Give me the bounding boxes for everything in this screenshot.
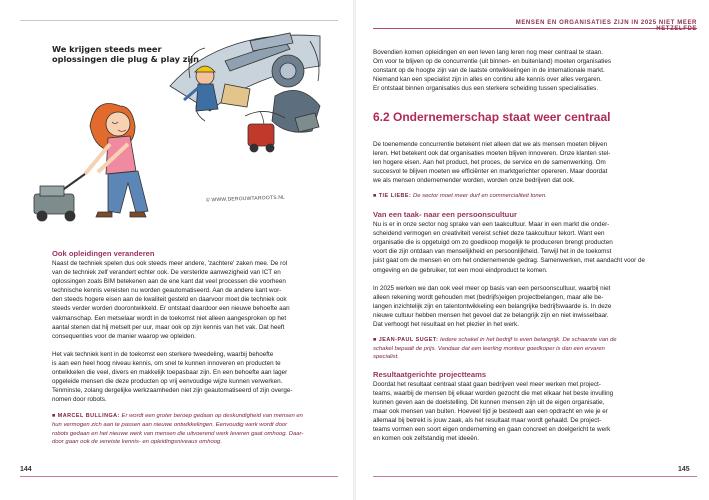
caption-line-2: oplossingen die plug & play zijn <box>52 54 199 64</box>
page-number-left: 144 <box>20 466 32 473</box>
illustration-caption <box>52 44 199 64</box>
quote-text: De sector moet meer durf en commercialiteit tonen. <box>412 193 547 200</box>
push-machine <box>34 174 85 221</box>
text-line: In 2025 werken we dan ook veel meer op basis van een persoonscultuur, waarbij niet <box>373 284 611 292</box>
running-header: MENSEN EN ORGANISATIES ZIJN IN 2025 NIET MEER HETZELFDE <box>515 20 697 32</box>
text-line: en komen ook zelfstandig met ideeën. <box>373 435 480 443</box>
text-line: Om voor te blijven op de concurrentie (uit binnen- en buitenland) moeten organisaties <box>373 58 612 66</box>
text-line: vakmanschap. Een metselaar wordt in de toekomst niet alleen aangesproken op het <box>52 314 287 322</box>
left-paragraph-1 <box>52 259 342 341</box>
text-line: oplossingen zoals BIM betekenen aan de ene kant dat veel processen die voorheen <box>52 278 286 286</box>
text-line: Dat verhoogt het resultaat en het plezier in het werk. <box>373 321 519 328</box>
right-quote-2 <box>373 336 699 362</box>
quote-marker: ■ <box>373 193 379 200</box>
right-text-column <box>373 140 699 444</box>
text-line: Tenminste, zolang dergelijke werkzaamheden niet zijn geautomatiseerd of zijn overge- <box>52 387 293 395</box>
caption-line-1: We krijgen steeds meer <box>52 44 162 54</box>
quote-text: Iedere schakel in het bedrijf is even belangrijk. De schaarste van de <box>440 337 617 344</box>
right-paragraph-2 <box>373 220 699 275</box>
text-line: Er ontstaat binnen organisaties dus een sterkere scheiding tussen specialisaties. <box>373 85 599 93</box>
text-line: consequenties voor de manier waarop we opleiden. <box>52 332 196 340</box>
right-subheading-2: Resultaatgerichte projectteams <box>373 369 487 379</box>
bottom-rule-left <box>20 476 338 477</box>
text-line: teams vormen een soort eigen onderneming en gaan concreet en doelgericht te werk <box>373 426 611 434</box>
left-subheading-1: Ook opleidingen veranderen <box>52 249 155 258</box>
text-line: teams, waarbij de mensen bij elkaar worden gezocht die met elkaar het beste invulling <box>373 389 614 397</box>
text-line: Het vak techniek kent in de toekomst een sterkere tweedeling, waarbij behoefte <box>52 350 274 358</box>
text-line: len hogere eisen. Aan het product, het proces, de service en de samenwerking. Om <box>373 159 606 167</box>
bottom-rule-right <box>373 476 697 477</box>
left-pull-quote <box>52 412 342 446</box>
quote-text: specialist. <box>373 354 399 361</box>
text-line: opgeleide mensen die deze producten op vrij eenvoudige wijze kunnen verwerken. <box>52 378 283 386</box>
text-line: Niemand kan een specialist zijn in alles en continu alle kennis over alles vergaren. <box>373 76 602 84</box>
text-line: ontwikkelen die veel, divers en makkelijk toepasbaar zijn. En een behoefte aan lager <box>52 369 288 377</box>
quote-author: TIE LIEBE: <box>378 193 412 200</box>
page-number-right: 145 <box>678 466 690 473</box>
text-line: juist gaat om de mensen en om het ondernemende gedrag. Samenwerken, met aandacht voor de <box>373 257 645 265</box>
right-subheading-1: Van een taak- naar een persoonscultuur <box>373 210 517 220</box>
quote-text: robots gedaan en het nieuwe werk van mensen die uitvoerend werk leveren gaat omhoog. Daar- <box>52 430 304 437</box>
text-line: alleen rekening wordt gehouden met (bedrijfs)eigen projectbelangen, maar alle be- <box>373 293 604 301</box>
left-paragraph-2 <box>52 350 342 405</box>
quote-text: Er wordt een groter beroep gedaan op deskundigheid van mensen en <box>121 413 303 420</box>
text-line: leren. Het betekent ook dat organisaties moeten blijven innoveren. Onze klanten stel- <box>373 150 611 158</box>
text-line: we als mensen ondernemender worden, worden onze bedrijven dat ook. <box>373 177 575 185</box>
left-text-column <box>52 249 342 447</box>
right-quote-1 <box>373 192 699 201</box>
text-line: van de techniek zelf verandert echter ook. De versterkte aanwezigheid van ICT en <box>52 269 281 277</box>
quote-marker: ■ <box>52 413 58 420</box>
text-line: De toenemende concurrentie betekent niet alleen dat we als mensen moeten blijven <box>373 141 608 148</box>
text-line: Nu is er in onze sector nog sprake van een taakcultuur. Maar in een markt die onder- <box>373 221 610 229</box>
right-paragraph-4 <box>373 380 699 444</box>
text-line: aantal stenen dat hij metselt per uur, maar ook op zijn kennis van het vak. Dat heeft <box>52 323 285 331</box>
top-rule-left <box>20 20 338 21</box>
text-line: maar ook mensen van buiten. Hoeveel tijd je besteedt aan een opdracht en wie je er <box>373 408 608 416</box>
quote-marker: ■ <box>373 337 379 344</box>
text-line: Naast de techniek spelen dus ook steeds meer andere, 'zachtere' zaken mee. De rol <box>52 260 288 267</box>
section-heading: 6.2 Ondernemerschap staat weer centraal <box>373 110 611 124</box>
quote-text: door gaan ook de vereiste kennis- en opleidingsniveaus omhoog. <box>52 439 222 446</box>
text-line: steeds verder worden doorontwikkeld. Er ontstaat daardoor een nieuwe behoefte aan <box>52 305 290 313</box>
quote-author: MARCEL BULLINGA: <box>57 413 120 420</box>
text-line: organisatie die is opgetuigd om zo goedkoop mogelijk te produceren brengt producten <box>373 239 613 247</box>
text-line: succesvol te blijven moeten we efficiënter en marktgerichter opereren. Maar doordat <box>373 168 608 176</box>
text-line: Doordat het resultaat centraal staat gaan bedrijven veel meer werken met project- <box>373 380 601 388</box>
text-line: allemaal bij betrekt is jouw zaak, als het resultaat maar wordt gehaald. De project- <box>373 417 602 425</box>
text-line: omgeving en de gebruiker, tot een mooi eindproduct te komen. <box>373 266 548 274</box>
right-intro-paragraph <box>373 48 699 93</box>
text-line: technische kennis vereisten nu worden geautomatiseerd. Aan de andere kant wor- <box>52 287 282 295</box>
text-line: Bovendien komen opleidingen en een leven lang leren nog meer centraal te staan. <box>373 49 603 56</box>
text-line: kunnen geven aan de doelstelling. Dit kunnen mensen zijn uit de eigen organisatie, <box>373 399 605 407</box>
quote-author: JEAN-PAUL SUGET: <box>378 337 439 344</box>
text-line: constant op de hoogte zijn van de laatste ontwikkelingen in de internationale markt. <box>373 67 605 75</box>
book-gutter <box>353 0 356 500</box>
right-paragraph-1 <box>373 140 699 185</box>
text-line: nomen door robots. <box>52 396 107 404</box>
quote-text: hun vermogen zich aan te passen aan nieuwe ontwikkelingen. Eenvoudig werk wordt door <box>52 422 288 428</box>
woman-figure <box>85 104 148 218</box>
text-line: langen inzichtelijk zijn en talentontwikkeling een belangrijke bedrijfswaarde is. In deze <box>373 302 612 310</box>
right-paragraph-3 <box>373 284 699 329</box>
text-line: scheidend vermogen en creativiteit vereist schiet deze taakcultuur tekort. Want een <box>373 230 605 238</box>
text-line: is aan een heel hoog niveau kennis, om snel te kunnen innoveren en producten te <box>52 359 281 367</box>
quote-text: schakel bepaalt de prijs. Vandaar dat een leerling monteur goedkoper is dan een ervaren <box>373 345 605 352</box>
text-line: nieuwe cultuur hebben mensen het gevoel dat ze belangrijk zijn en niet inwisselbaar. <box>373 311 609 319</box>
illustration-watermark: © WWW.DEROUWTAROOTS.NL <box>205 194 286 204</box>
text-line: voort die zijn ontdaan van menselijkheid en persoonlijkheid. Terwijl het in de toekomst <box>373 248 612 256</box>
text-line: den steeds hogere eisen aan de kwaliteit gesteld en daarvoor moet die techniek ook <box>52 296 287 304</box>
